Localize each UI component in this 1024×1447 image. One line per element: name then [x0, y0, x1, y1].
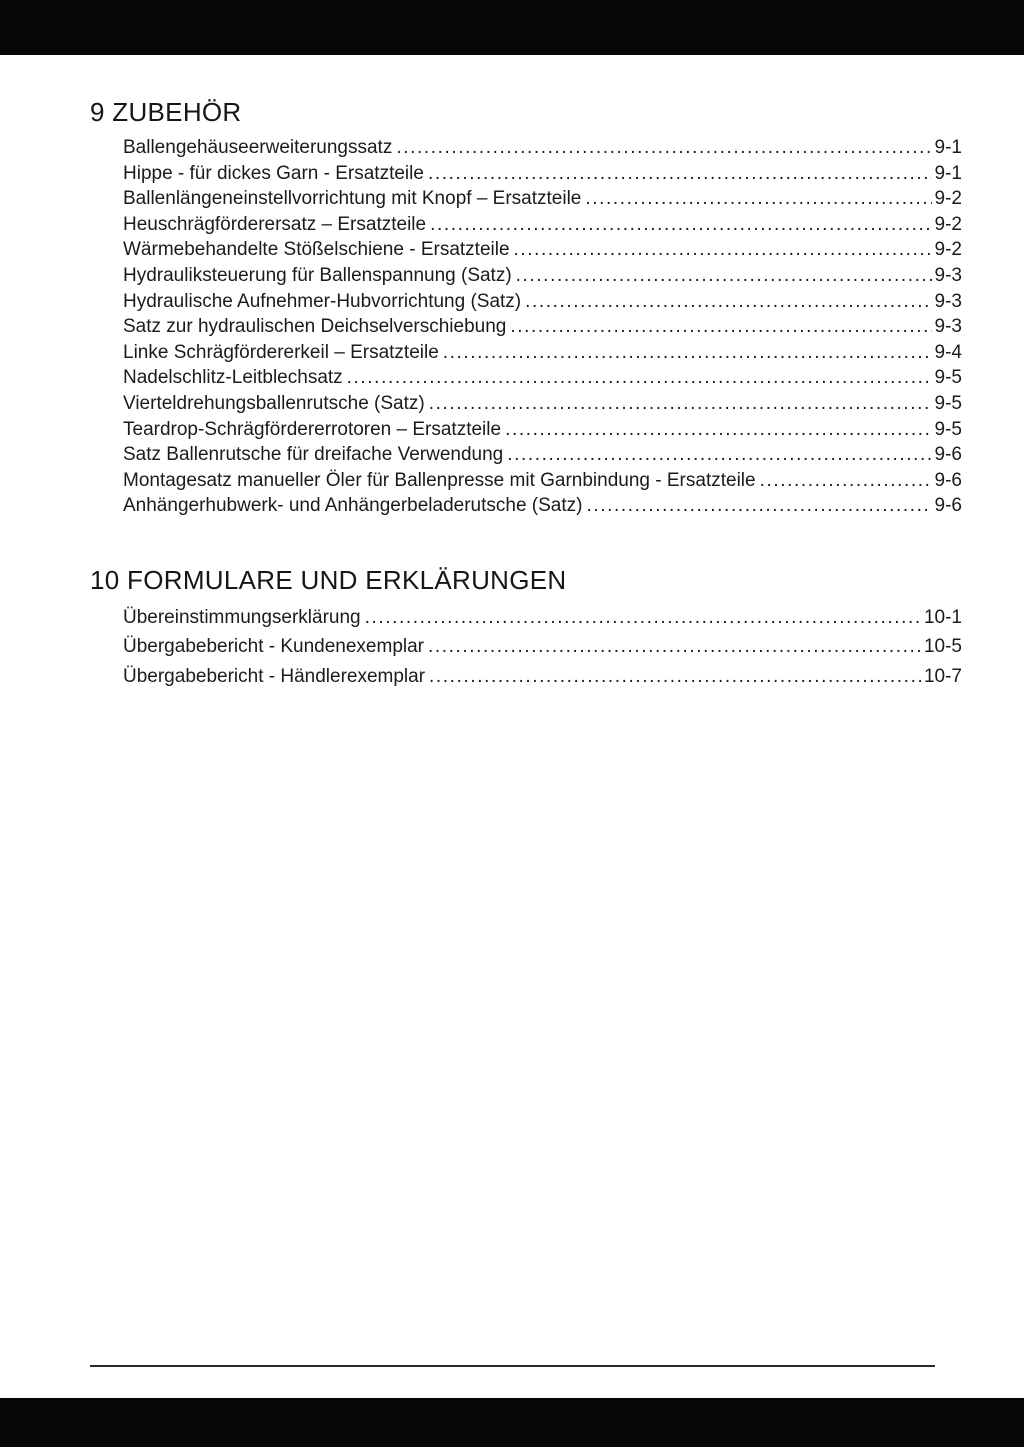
- toc-entry: [123, 632, 962, 662]
- toc-entry-label: Teardrop-Schrägfördererrotoren – Ersatzteile: [123, 418, 502, 440]
- toc-entry-page: 10-5: [923, 636, 962, 658]
- dot-leader: [428, 632, 921, 662]
- toc-entry-label: Montagesatz manueller Öler für Ballenpresse mit Garnbindung - Ersatzteile: [123, 469, 756, 491]
- toc-entry-label: Anhängerhubwerk- und Anhängerbeladerutsche (Satz): [123, 495, 583, 517]
- toc-entry-page: 9-6: [934, 444, 962, 466]
- section-heading: 9 ZUBEHÖR: [90, 97, 242, 127]
- toc-entry-label: Hydrauliksteuerung für Ballenspannung (Satz): [123, 264, 512, 286]
- toc-content: [0, 55, 1024, 691]
- toc-entry: [123, 442, 962, 468]
- toc-entry-label: Wärmebehandelte Stößelschiene - Ersatzteile: [123, 239, 510, 261]
- toc-sections: [90, 97, 962, 691]
- toc-entry-label: Linke Schrägfördererkeil – Ersatzteile: [123, 341, 439, 363]
- toc-entry-page: 9-2: [934, 188, 962, 210]
- dot-leader: [516, 263, 932, 289]
- footer-rule: [90, 1365, 935, 1367]
- toc-entry-page: 9-1: [934, 162, 962, 184]
- toc-entry: [123, 391, 962, 417]
- bottom-black-bar: [0, 1398, 1024, 1447]
- toc-entry: [123, 135, 962, 161]
- toc-entry: [123, 186, 962, 212]
- dot-leader: [443, 340, 932, 366]
- toc-entry-label: Hippe - für dickes Garn - Ersatzteile: [123, 162, 424, 184]
- dot-leader: [347, 365, 932, 391]
- toc-entry: [123, 212, 962, 238]
- toc-entry-label: Ballengehäuseerweiterungssatz: [123, 137, 393, 158]
- toc-entry-page: 9-5: [934, 392, 962, 414]
- section-entries: [90, 135, 962, 519]
- toc-entry: [123, 237, 962, 263]
- toc-entry-label: Heuschrägförderersatz – Ersatzteile: [123, 213, 427, 235]
- toc-section: [90, 565, 962, 692]
- toc-entry-page: 9-4: [934, 341, 962, 363]
- toc-entry-page: 9-1: [934, 137, 962, 158]
- toc-entry-label: Übereinstimmungserklärung: [123, 606, 361, 628]
- toc-entry-page: 9-5: [934, 418, 962, 440]
- toc-entry-page: 9-2: [934, 213, 962, 235]
- toc-entry-page: 9-6: [934, 495, 962, 517]
- toc-entry: [123, 340, 962, 366]
- toc-entry: [123, 493, 962, 519]
- toc-entry-label: Satz zur hydraulischen Deichselverschiebung: [123, 316, 507, 338]
- toc-entry-page: 9-2: [934, 239, 962, 261]
- dot-leader: [429, 662, 921, 692]
- toc-entry: [123, 662, 962, 692]
- section-heading: 10 FORMULARE UND ERKLÄRUNGEN: [90, 564, 567, 595]
- toc-entry-page: 10-1: [923, 606, 962, 628]
- toc-entry: [123, 365, 962, 391]
- dot-leader: [430, 212, 931, 238]
- toc-entry-label: Übergabebericht - Kundenexemplar: [123, 636, 425, 658]
- toc-entry: [123, 314, 962, 340]
- toc-entry-label: Nadelschlitz-Leitblechsatz: [123, 367, 343, 389]
- dot-leader: [586, 493, 931, 519]
- toc-entry: [123, 263, 962, 289]
- toc-entry-label: Hydraulische Aufnehmer-Hubvorrichtung (Satz): [123, 290, 522, 312]
- toc-entry-page: 9-5: [934, 367, 962, 389]
- toc-entry-label: Vierteldrehungsballenrutsche (Satz): [123, 392, 425, 414]
- dot-leader: [514, 237, 932, 263]
- toc-entry-label: Satz Ballenrutsche für dreifache Verwendung: [123, 444, 504, 466]
- toc-entry: [123, 468, 962, 494]
- toc-entry: [123, 161, 962, 187]
- dot-leader: [505, 417, 931, 443]
- toc-entry-page: 9-3: [934, 264, 962, 286]
- toc-entry-label: Übergabebericht - Händlerexemplar: [123, 665, 426, 687]
- dot-leader: [507, 442, 931, 468]
- section-entries: [90, 603, 962, 692]
- toc-entry: [123, 417, 962, 443]
- toc-entry-label: Ballenlängeneinstellvorrichtung mit Knopf – Ersatzteile: [123, 188, 582, 210]
- toc-entry-page: 9-3: [934, 316, 962, 338]
- dot-leader: [525, 289, 931, 315]
- dot-leader: [760, 468, 932, 494]
- dot-leader: [365, 603, 921, 633]
- dot-leader: [585, 186, 931, 212]
- dot-leader: [510, 314, 931, 340]
- top-black-bar: [0, 0, 1024, 55]
- toc-section: [90, 97, 962, 519]
- dot-leader: [396, 135, 931, 161]
- toc-entry-page: 10-7: [923, 665, 962, 687]
- toc-entry: [123, 603, 962, 633]
- toc-entry-page: 9-3: [934, 290, 962, 312]
- dot-leader: [429, 391, 932, 417]
- toc-entry: [123, 289, 962, 315]
- toc-entry-page: 9-6: [934, 469, 962, 491]
- dot-leader: [428, 161, 932, 187]
